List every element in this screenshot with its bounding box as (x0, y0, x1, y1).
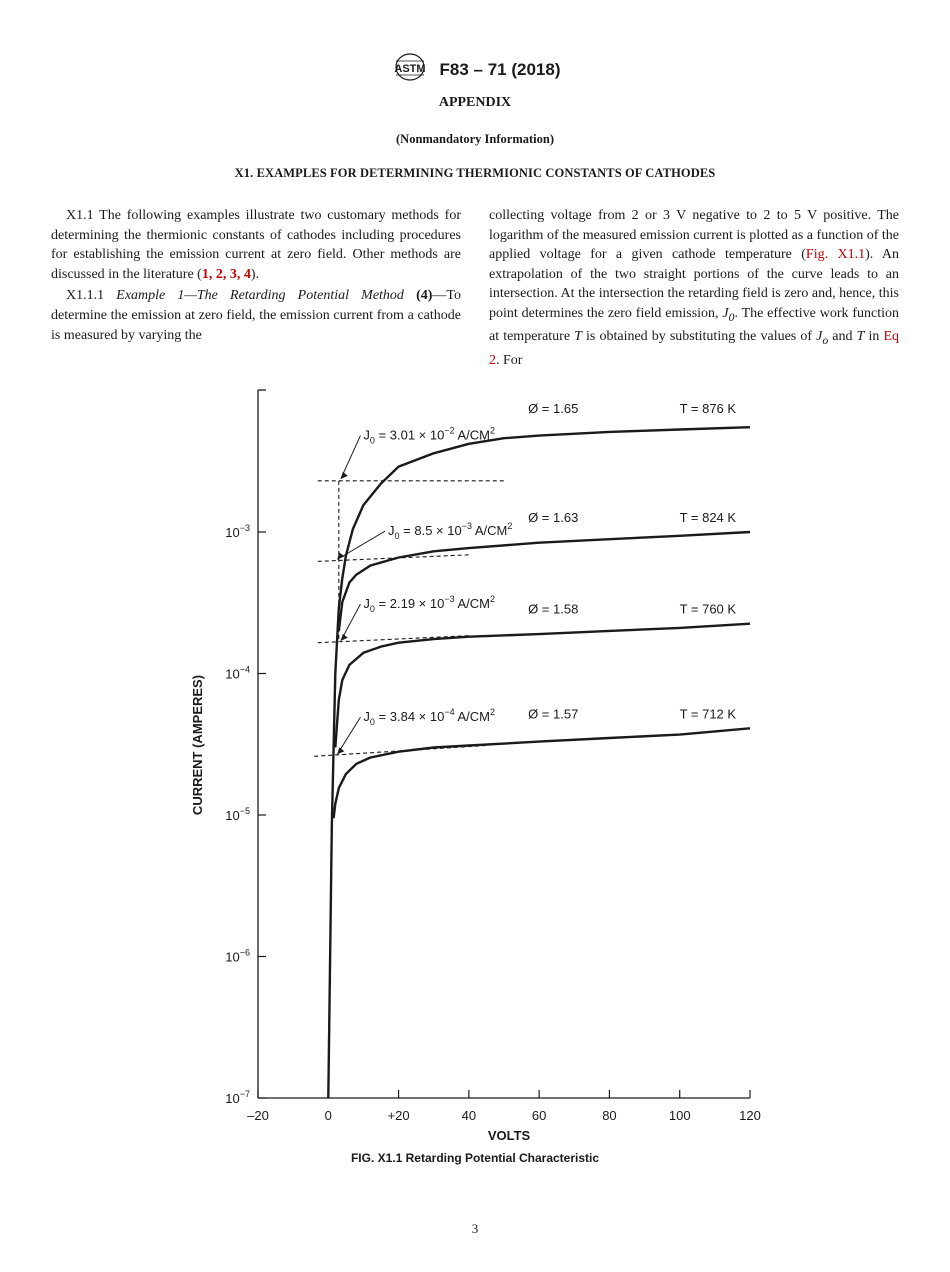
temperature-label: T = 760 K (679, 601, 737, 617)
series-curve (335, 624, 750, 748)
j0-annotation: $J_0 = 8.5 \times 10^{-3}$ $A/CM^2$ (388, 521, 513, 542)
x-tick-label: 100 (668, 1108, 691, 1123)
equation-link[interactable]: Eq 2 (489, 329, 899, 368)
temperature-label: T = 876 K (679, 401, 737, 417)
x-tick-label: 0 (324, 1108, 332, 1123)
right-column (489, 206, 899, 370)
retarding-potential-chart (170, 380, 790, 1150)
temperature-label: T = 824 K (679, 510, 737, 525)
left-column (51, 206, 461, 345)
j0-arrowhead (341, 472, 348, 479)
ref-4: (4) (416, 288, 433, 304)
y-tick-label: $10^{-4}$ (225, 664, 250, 682)
page-number: 3 (471, 1221, 479, 1236)
temperature-label: T = 712 K (679, 706, 737, 722)
y-tick-label: $10^{-3}$ (225, 523, 250, 540)
series-curve (334, 728, 750, 818)
ref-link-3[interactable]: 3 (229, 266, 237, 282)
work-function-label: Ø = 1.63 (528, 510, 579, 525)
j0-leader-line (341, 436, 361, 479)
j0-leader-line (337, 531, 385, 559)
work-function-label: Ø = 1.65 (528, 401, 579, 417)
paragraph-x1-1-1: X1.1.1 Example 1—The Retarding Potential Method (4)—To determine the emission at zero field, the emission current from a cathode is measured by varying the (51, 288, 461, 343)
j0-annotation: $J_0 = 3.01 \times 10^{-2}$ $A/CM^2$ (363, 425, 496, 446)
svg-text:ASTM: ASTM (393, 63, 426, 75)
y-axis-label: CURRENT (AMPERES) (190, 674, 205, 816)
ref-link-2[interactable]: 2 (215, 266, 223, 282)
paragraph-continued: collecting voltage from 2 or 3 V negative to 2 to 5 V positive. The logarithm of the measured emission current is plotted as a function of the applied voltage for a given cathode temperature (Fig. X1.1). An extrapolation of the two straight portions of the curve leads to an intersection. At the intersection the retarding field is zero and, hence, this point determines the zero field emission, $J_0$. The effective work function at temperature T is obtained by substituting the values of $J_o$ and T in Eq 2. For (489, 208, 900, 368)
standard-designation: F83 – 71 (2018) (439, 59, 561, 79)
figure-link[interactable]: Fig. X1.1 (805, 247, 866, 263)
ref-link-1[interactable]: 1 (201, 266, 209, 282)
x-tick-label: 120 (739, 1108, 761, 1123)
x-tick-label: +20 (387, 1108, 410, 1123)
work-function-label: Ø = 1.57 (528, 706, 579, 722)
y-tick-label: $10^{-6}$ (225, 947, 250, 965)
y-tick-label: $10^{-5}$ (225, 806, 250, 823)
page-header (0, 52, 950, 87)
x-axis-label: VOLTS (487, 1128, 531, 1143)
x-tick-label: 40 (461, 1108, 477, 1123)
x-tick-label: 80 (602, 1108, 617, 1123)
j0-annotation: $J_0 = 3.84 \times 10^{-4}$ $A/CM^2$ (363, 707, 496, 728)
section-title: X1. EXAMPLES FOR DETERMINING THERMIONIC CONSTANTS OF CATHODES (234, 166, 716, 180)
j0-annotation: $J_0 = 2.19 \times 10^{-3}$ $A/CM^2$ (363, 594, 496, 615)
x-tick-label: 60 (531, 1108, 547, 1123)
work-function-label: Ø = 1.58 (528, 601, 579, 617)
paragraph-x1-1: X1.1 The following examples illustrate two customary methods for determining the thermionic constants of cathodes including procedures for establishing the emission current at zero field. Other methods are discussed in the literature (1, 2, 3, 4). (51, 208, 461, 282)
ref-link-4[interactable]: 4 (243, 266, 251, 282)
figure-caption: FIG. X1.1 Retarding Potential Characteristic (350, 1151, 600, 1165)
x-tick-label: –20 (247, 1108, 269, 1123)
y-tick-label: $10^{-7}$ (225, 1089, 250, 1106)
nonmandatory-label: (Nonmandatory Information) (396, 132, 554, 146)
appendix-title: APPENDIX (438, 95, 512, 110)
astm-logo (390, 52, 430, 87)
